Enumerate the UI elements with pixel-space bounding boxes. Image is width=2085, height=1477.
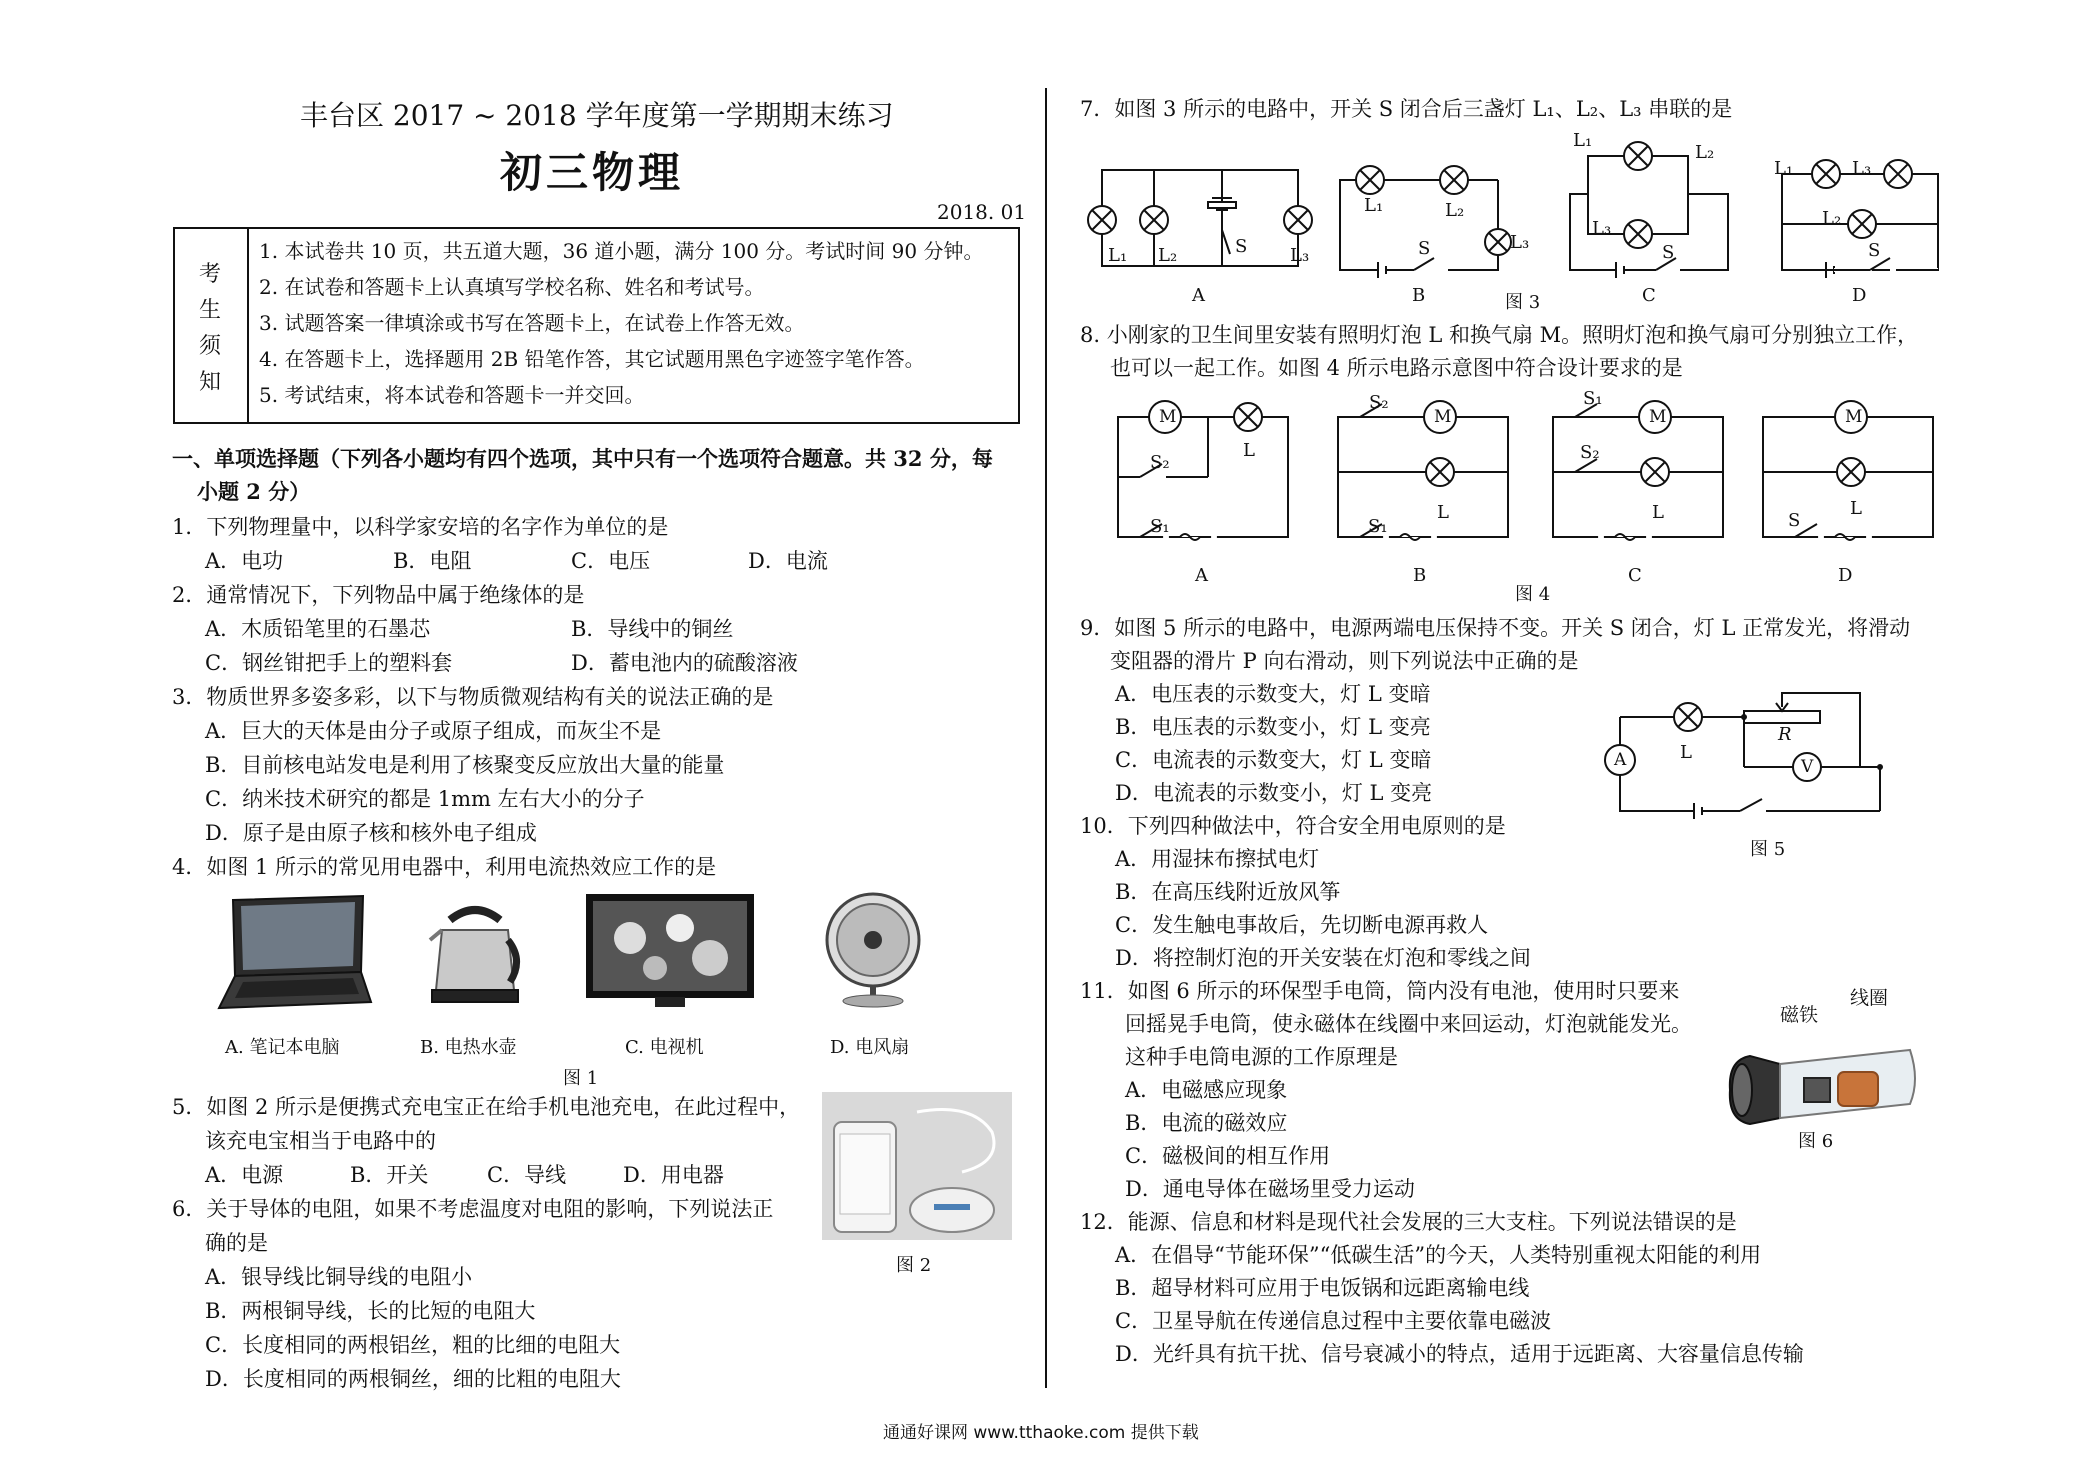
q6-stem: 6．关于导体的电阻，如果不考虑温度对电阻的影响，下列说法正 (172, 1197, 774, 1221)
fan-photo (818, 885, 928, 1010)
q3-option-d: D．原子是由原子核和核外电子组成 (205, 821, 537, 845)
label-S: S (1418, 238, 1431, 259)
label-L: L (1652, 502, 1664, 523)
q6-option-b: B．两根铜导线，长的比短的电阻大 (205, 1299, 536, 1323)
q11-option-c: C．磁极间的相互作用 (1125, 1144, 1331, 1168)
q10-option-a: A．用湿抹布擦拭电灯 (1115, 847, 1320, 871)
label-M: M (1434, 407, 1452, 427)
fig5-circuit (1590, 675, 1900, 825)
q10-option-b: B．在高压线附近放风筝 (1115, 880, 1341, 904)
q3-option-c: C．纳米技术研究的都是 1mm 左右大小的分子 (205, 787, 645, 811)
q11-option-b: B．电流的磁效应 (1125, 1111, 1288, 1135)
q2-option-d: D．蓄电池内的硫酸溶液 (571, 651, 798, 675)
label-S1: S₁ (1583, 388, 1603, 409)
fig4-label-b: B (1413, 565, 1427, 586)
fig4-label-a: A (1195, 565, 1208, 586)
label-L: L (1243, 440, 1255, 461)
fig6-caption: 图 6 (1798, 1131, 1834, 1152)
q11-stem-cont2: 这种手电筒电源的工作原理是 (1125, 1045, 1398, 1069)
q12-option-b: B．超导材料可应用于电饭锅和远距离输电线 (1115, 1276, 1530, 1300)
q9-stem-cont: 变阻器的滑片 P 向右滑动，则下列说法中正确的是 (1110, 649, 1579, 673)
notice-side-char: 须 (199, 334, 222, 359)
q5-stem: 5．如图 2 所示是便携式充电宝正在给手机电池充电，在此过程中， (172, 1095, 801, 1119)
q6-option-d: D．长度相同的两根铜丝，细的比粗的电阻大 (205, 1367, 621, 1391)
label-S: S (1235, 236, 1248, 257)
label-L2: L₂ (1695, 142, 1715, 163)
label-L3: L₃ (1592, 218, 1612, 239)
label-L3: L₃ (1290, 245, 1310, 266)
tv-photo (585, 893, 755, 1010)
power-bank-photo (822, 1092, 1012, 1240)
q8-stem-cont: 也可以一起工作。如图 4 所示电路示意图中符合设计要求的是 (1110, 356, 1683, 380)
label-S2: S₂ (1150, 452, 1170, 473)
fig4-circuit-c (1545, 392, 1735, 552)
notice-item: 3. 试题答案一律填涂或书写在答题卡上，在试卷上作答无效。 (259, 311, 805, 335)
notice-side (175, 229, 249, 422)
label-S2: S₂ (1580, 442, 1600, 463)
fig3-label-b: B (1412, 285, 1426, 306)
notice-item: 2. 在试卷和答题卡上认真填写学校名称、姓名和考试号。 (259, 275, 765, 299)
q2-option-b: B．导线中的铜丝 (571, 617, 734, 641)
q8-stem: 8. 小刚家的卫生间里安装有照明灯泡 L 和换气扇 M。照明灯泡和换气扇可分别独立工作， (1080, 323, 1919, 347)
fig4-circuit-b (1330, 392, 1520, 552)
label-S: S (1662, 242, 1675, 263)
label-L: L (1680, 742, 1692, 763)
exam-title: 丰台区 2017 ~ 2018 学年度第一学期期末练习 (300, 99, 894, 132)
label-S: S (1868, 240, 1881, 261)
fig3-caption: 图 3 (1505, 292, 1541, 313)
q1-option-c: C．电压 (571, 549, 651, 573)
q2-option-a: A．木质铅笔里的石墨芯 (205, 617, 431, 641)
exam-date: 2018. 01 (937, 200, 1027, 224)
flashlight-photo (1720, 1020, 1920, 1130)
fig4-caption: 图 4 (1515, 584, 1551, 605)
q9-option-b: B．电压表的示数变小，灯 L 变亮 (1115, 715, 1431, 739)
subject-title: 初三物理 (500, 148, 685, 197)
q1-stem: 1．下列物理量中，以科学家安培的名字作为单位的是 (172, 515, 669, 539)
q3-option-b: B．目前核电站发电是利用了核聚变反应放出大量的能量 (205, 753, 725, 777)
label-L1: L₁ (1364, 195, 1384, 216)
q4-stem: 4．如图 1 所示的常见用电器中，利用电流热效应工作的是 (172, 855, 717, 879)
notice-list (259, 233, 983, 413)
q4-option-d: D. 电风扇 (830, 1037, 910, 1058)
q12-option-d: D．光纤具有抗干扰、信号衰减小的特点，适用于远距离、大容量信息传输 (1115, 1342, 1804, 1366)
fig4-label-d: D (1838, 565, 1853, 586)
fig1-caption: 图 1 (563, 1068, 599, 1089)
notice-item: 5. 考试结束，将本试卷和答题卡一并交回。 (259, 383, 645, 407)
label-L: L (1437, 502, 1449, 523)
notice-side-char: 生 (199, 298, 222, 323)
label-L3: L₃ (1852, 158, 1872, 179)
footer-source: 通通好课网 www.tthaoke.com 提供下载 (883, 1423, 1199, 1443)
q3-stem: 3．物质世界多姿多彩，以下与物质微观结构有关的说法正确的是 (172, 685, 774, 709)
ammeter-label: A (1614, 750, 1627, 770)
fig4-label-c: C (1628, 565, 1642, 586)
q5-stem-cont: 该充电宝相当于电路中的 (205, 1129, 436, 1153)
notice-side-char: 考 (199, 262, 222, 287)
fig5-caption: 图 5 (1750, 839, 1786, 860)
section-heading: 一、单项选择题（下列各小题均有四个选项，其中只有一个选项符合题意。共 32 分，每 (172, 446, 993, 471)
q1-option-d: D．电流 (748, 549, 828, 573)
laptop-photo (213, 892, 373, 1017)
label-L1: L₁ (1573, 130, 1593, 151)
q7-stem: 7．如图 3 所示的电路中，开关 S 闭合后三盏灯 L₁、L₂、L₃ 串联的是 (1080, 97, 1733, 121)
voltmeter-label: V (1801, 757, 1814, 777)
q11-stem-cont: 回摇晃手电筒，使永磁体在线圈中来回运动，灯泡就能发光。 (1125, 1012, 1692, 1036)
label-L1: L₁ (1774, 158, 1794, 179)
label-L1: L₁ (1108, 245, 1128, 266)
label-S: S (1788, 510, 1801, 531)
column-divider (1045, 88, 1047, 1388)
notice-box (173, 227, 1020, 424)
q9-option-a: A．电压表的示数变大，灯 L 变暗 (1115, 682, 1431, 706)
fig3-circuit-b (1330, 150, 1530, 280)
q9-option-d: D．电流表的示数变小，灯 L 变亮 (1115, 781, 1433, 805)
label-L2: L₂ (1445, 200, 1465, 221)
magnet-label: 磁铁 (1780, 1004, 1819, 1026)
notice-side-char: 知 (199, 370, 222, 395)
fig3-label-d: D (1852, 285, 1867, 306)
label-S1: S₁ (1368, 516, 1388, 537)
label-M: M (1845, 407, 1863, 427)
q9-option-c: C．电流表的示数变大，灯 L 变暗 (1115, 748, 1432, 772)
q1-option-a: A．电功 (205, 549, 284, 573)
q12-stem: 12．能源、信息和材料是现代社会发展的三大支柱。下列说法错误的是 (1080, 1210, 1737, 1234)
q4-option-a: A. 笔记本电脑 (225, 1037, 340, 1058)
q10-option-d: D．将控制灯泡的开关安装在灯泡和零线之间 (1115, 946, 1531, 970)
label-S1: S₁ (1150, 516, 1170, 537)
section-heading-cont: 小题 2 分） (197, 479, 311, 504)
q5-option-d: D．用电器 (623, 1163, 724, 1187)
fig3-label-c: C (1642, 285, 1656, 306)
q11-option-d: D．通电导体在磁场里受力运动 (1125, 1177, 1415, 1201)
label-L: L (1850, 498, 1862, 519)
q11-stem: 11．如图 6 所示的环保型手电筒，筒内没有电池，使用时只要来 (1080, 979, 1680, 1003)
q5-option-a: A．电源 (205, 1163, 284, 1187)
coil-label: 线圈 (1850, 987, 1889, 1009)
q12-option-c: C．卫星导航在传递信息过程中主要依靠电磁波 (1115, 1309, 1552, 1333)
q4-option-c: C. 电视机 (625, 1037, 704, 1058)
q5-option-c: C．导线 (487, 1163, 567, 1187)
q4-option-b: B. 电热水壶 (420, 1037, 517, 1058)
q6-stem-cont: 确的是 (205, 1231, 268, 1255)
fig4-circuit-a (1110, 392, 1300, 552)
fig3-label-a: A (1192, 285, 1205, 306)
q9-stem: 9．如图 5 所示的电路中，电源两端电压保持不变。开关 S 闭合，灯 L 正常发光，将滑动 (1080, 616, 1911, 640)
q6-option-a: A．银导线比铜导线的电阻小 (205, 1265, 473, 1289)
fig2-caption: 图 2 (896, 1255, 932, 1276)
q10-stem: 10．下列四种做法中，符合安全用电原则的是 (1080, 814, 1506, 838)
kettle-photo (420, 890, 530, 1015)
q11-option-a: A．电磁感应现象 (1125, 1078, 1288, 1102)
label-M: M (1159, 407, 1177, 427)
q10-option-c: C．发生触电事故后，先切断电源再救人 (1115, 913, 1489, 937)
label-S2: S₂ (1369, 392, 1389, 413)
q12-option-a: A．在倡导“节能环保”“低碳生活”的今天，人类特别重视太阳能的利用 (1115, 1243, 1762, 1267)
label-L2: L₂ (1822, 208, 1842, 229)
notice-item: 4. 在答题卡上，选择题用 2B 铅笔作答，其它试题用黑色字迹签字笔作答。 (259, 347, 925, 371)
q5-option-b: B．开关 (350, 1163, 429, 1187)
q1-option-b: B．电阻 (393, 549, 472, 573)
q3-option-a: A．巨大的天体是由分子或原子组成，而灰尘不是 (205, 719, 662, 743)
label-L2: L₂ (1158, 245, 1178, 266)
label-R: R (1778, 724, 1792, 745)
q6-option-c: C．长度相同的两根铝丝，粗的比细的电阻大 (205, 1333, 621, 1357)
label-M: M (1649, 407, 1667, 427)
q2-stem: 2．通常情况下，下列物品中属于绝缘体的是 (172, 583, 585, 607)
notice-item: 1. 本试卷共 10 页，共五道大题，36 道小题，满分 100 分。考试时间 90 分钟。 (259, 239, 984, 263)
label-L3: L₃ (1510, 232, 1530, 253)
q2-option-c: C．钢丝钳把手上的塑料套 (205, 651, 453, 675)
